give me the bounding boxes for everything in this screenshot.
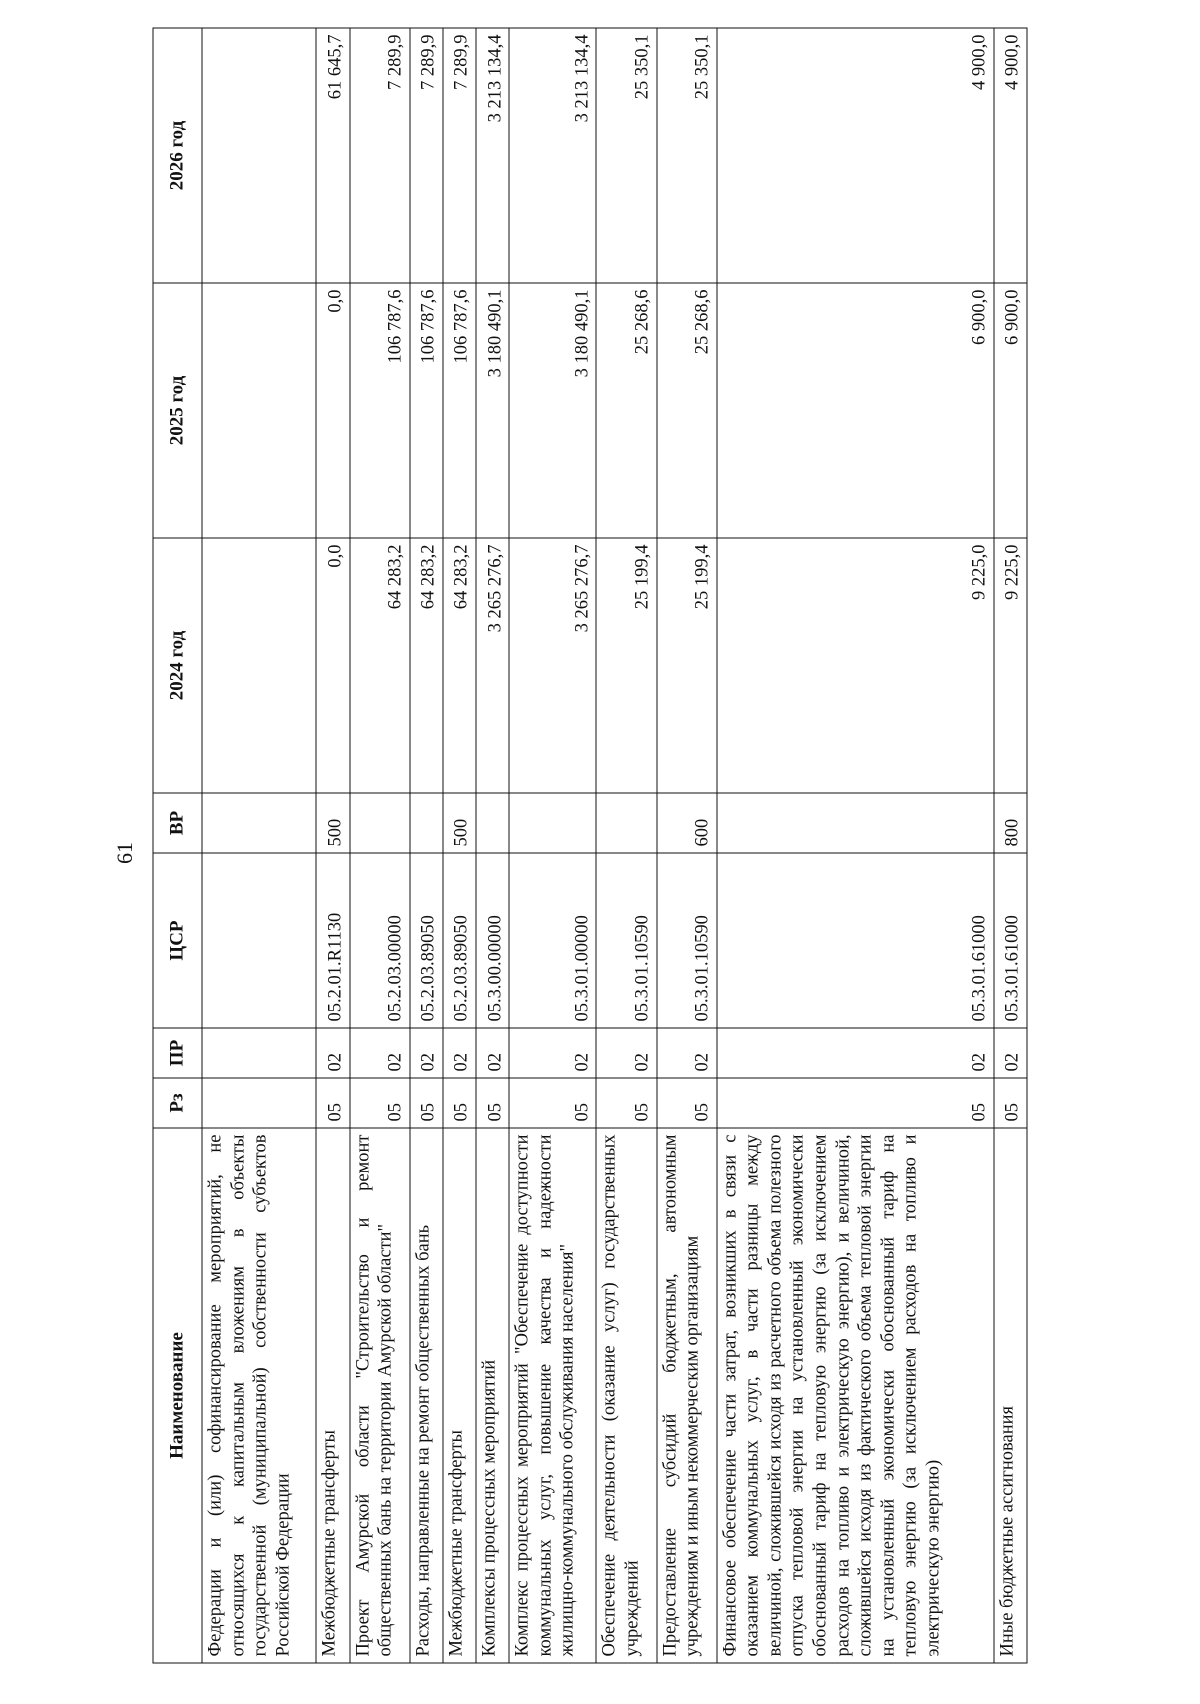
cell-csr: 05.3.01.61000	[717, 853, 994, 1028]
cell-2024: 25 199,4	[596, 538, 656, 793]
cell-pr: 02	[410, 1028, 443, 1078]
cell-csr: 05.3.01.10590	[596, 853, 656, 1028]
cell-2024: 9 225,0	[717, 538, 994, 793]
cell-2024: 3 265 276,7	[476, 538, 509, 793]
cell-2025: 6 900,0	[717, 283, 994, 538]
cell-pr: 02	[657, 1028, 717, 1078]
cell-2024: 3 265 276,7	[509, 538, 596, 793]
cell-vr	[717, 793, 994, 853]
cell-name: Межбюджетные трансферты	[316, 1128, 349, 1663]
header-2024: 2024 год	[153, 538, 202, 793]
cell-name: Проект Амурской области "Строительство и ремонт общественных бань на территории Амурской области"	[350, 1128, 410, 1663]
cell-2025: 106 787,6	[350, 283, 410, 538]
cell-2025: 106 787,6	[410, 283, 443, 538]
cell-2026: 7 289,9	[350, 28, 410, 283]
cell-2026: 61 645,7	[316, 28, 349, 283]
table-row	[509, 28, 596, 1663]
cell-pr: 02	[316, 1028, 349, 1078]
cell-2024: 9 225,0	[994, 538, 1027, 793]
cell-rz: 05	[717, 1078, 994, 1128]
cell-2025: 25 268,6	[596, 283, 656, 538]
cell-vr	[202, 793, 316, 853]
cell-rz: 05	[316, 1078, 349, 1128]
cell-name: Финансовое обеспечение части затрат, возникших в связи с оказанием коммунальных услуг, в части разницы между величиной, сложившейся исходя из расчетного объема полезного отпуска тепловой энергии на установленный экономически обоснованный тариф на тепловую энергию (за исключением расходов на топливо и электрическую энергию), и величиной, сложившейся исходя из фактического объема тепловой энергии на установленный экономически обоснованный тариф на тепловую энергию (за исключением расходов на топливо и электрическую энергию)	[717, 1128, 994, 1663]
cell-name: Обеспечение деятельности (оказание услуг) государственных учреждений	[596, 1128, 656, 1663]
cell-2024	[202, 538, 316, 793]
table-row	[350, 28, 410, 1663]
cell-2026: 3 213 134,4	[509, 28, 596, 283]
cell-vr	[350, 793, 410, 853]
cell-vr	[476, 793, 509, 853]
cell-pr: 02	[596, 1028, 656, 1078]
cell-pr: 02	[994, 1028, 1027, 1078]
cell-csr: 05.2.01.R1130	[316, 853, 349, 1028]
cell-vr: 600	[657, 793, 717, 853]
cell-2026: 3 213 134,4	[476, 28, 509, 283]
cell-rz	[202, 1078, 316, 1128]
table-row	[476, 28, 509, 1663]
cell-vr	[410, 793, 443, 853]
cell-rz: 05	[410, 1078, 443, 1128]
cell-2024: 25 199,4	[657, 538, 717, 793]
cell-name: Иные бюджетные ассигнования	[994, 1128, 1027, 1663]
header-2026: 2026 год	[153, 28, 202, 283]
cell-vr: 800	[994, 793, 1027, 853]
cell-pr: 02	[350, 1028, 410, 1078]
cell-rz: 05	[994, 1078, 1027, 1128]
table-row	[316, 28, 349, 1663]
cell-rz: 05	[443, 1078, 476, 1128]
cell-2024: 0,0	[316, 538, 349, 793]
rotated-table-container	[153, 29, 1028, 1664]
cell-2024: 64 283,2	[410, 538, 443, 793]
cell-pr: 02	[443, 1028, 476, 1078]
cell-csr: 05.3.01.10590	[657, 853, 717, 1028]
cell-pr	[202, 1028, 316, 1078]
header-2025: 2025 год	[153, 283, 202, 538]
cell-2025: 0,0	[316, 283, 349, 538]
cell-2026: 25 350,1	[657, 28, 717, 283]
cell-csr: 05.2.03.89050	[443, 853, 476, 1028]
cell-csr: 05.3.00.00000	[476, 853, 509, 1028]
cell-2026: 4 900,0	[994, 28, 1027, 283]
cell-2024: 64 283,2	[350, 538, 410, 793]
cell-name: Предоставление субсидий бюджетным, автономным учреждениям и иным некоммерческим организациям	[657, 1128, 717, 1663]
cell-2026: 4 900,0	[717, 28, 994, 283]
cell-2025: 25 268,6	[657, 283, 717, 538]
cell-vr: 500	[316, 793, 349, 853]
cell-name: Федерации и (или) софинансирование мероприятий, не относящихся к капитальным вложениям в объекты государственной (муниципальной) собственности субъектов Российской Федерации	[202, 1128, 316, 1663]
cell-rz: 05	[596, 1078, 656, 1128]
cell-csr: 05.2.03.89050	[410, 853, 443, 1028]
table-row	[202, 28, 316, 1663]
cell-name: Расходы, направленные на ремонт общественных бань	[410, 1128, 443, 1663]
cell-rz: 05	[350, 1078, 410, 1128]
cell-name: Комплексы процессных мероприятий	[476, 1128, 509, 1663]
cell-rz: 05	[509, 1078, 596, 1128]
header-name: Наименование	[153, 1128, 202, 1663]
cell-2025: 3 180 490,1	[476, 283, 509, 538]
table-row	[410, 28, 443, 1663]
cell-2025: 106 787,6	[443, 283, 476, 538]
budget-table	[153, 28, 1028, 1664]
cell-2025: 6 900,0	[994, 283, 1027, 538]
cell-2025: 3 180 490,1	[509, 283, 596, 538]
header-pr: ПР	[153, 1028, 202, 1078]
header-vr: ВР	[153, 793, 202, 853]
cell-pr: 02	[476, 1028, 509, 1078]
header-csr: ЦСР	[153, 853, 202, 1028]
cell-rz: 05	[476, 1078, 509, 1128]
cell-2026: 25 350,1	[596, 28, 656, 283]
cell-csr: 05.2.03.00000	[350, 853, 410, 1028]
table-row	[717, 28, 994, 1663]
cell-2026: 7 289,9	[443, 28, 476, 283]
cell-name: Межбюджетные трансферты	[443, 1128, 476, 1663]
cell-pr: 02	[717, 1028, 994, 1078]
cell-csr	[202, 853, 316, 1028]
cell-2024: 64 283,2	[443, 538, 476, 793]
cell-name: Комплекс процессных мероприятий "Обеспечение доступности коммунальных услуг, повышение качества и надежности жилищно-коммунального обслуживания населения"	[509, 1128, 596, 1663]
cell-2026: 7 289,9	[410, 28, 443, 283]
cell-vr	[509, 793, 596, 853]
cell-2025	[202, 283, 316, 538]
table-row	[596, 28, 656, 1663]
cell-pr: 02	[509, 1028, 596, 1078]
page-number: 61	[112, 842, 137, 864]
table-row	[994, 28, 1027, 1663]
cell-vr: 500	[443, 793, 476, 853]
table-row	[443, 28, 476, 1663]
table-header-row	[153, 28, 202, 1663]
cell-csr: 05.3.01.00000	[509, 853, 596, 1028]
cell-vr	[596, 793, 656, 853]
header-rz: Рз	[153, 1078, 202, 1128]
cell-rz: 05	[657, 1078, 717, 1128]
cell-2026	[202, 28, 316, 283]
cell-csr: 05.3.01.61000	[994, 853, 1027, 1028]
table-row	[657, 28, 717, 1663]
